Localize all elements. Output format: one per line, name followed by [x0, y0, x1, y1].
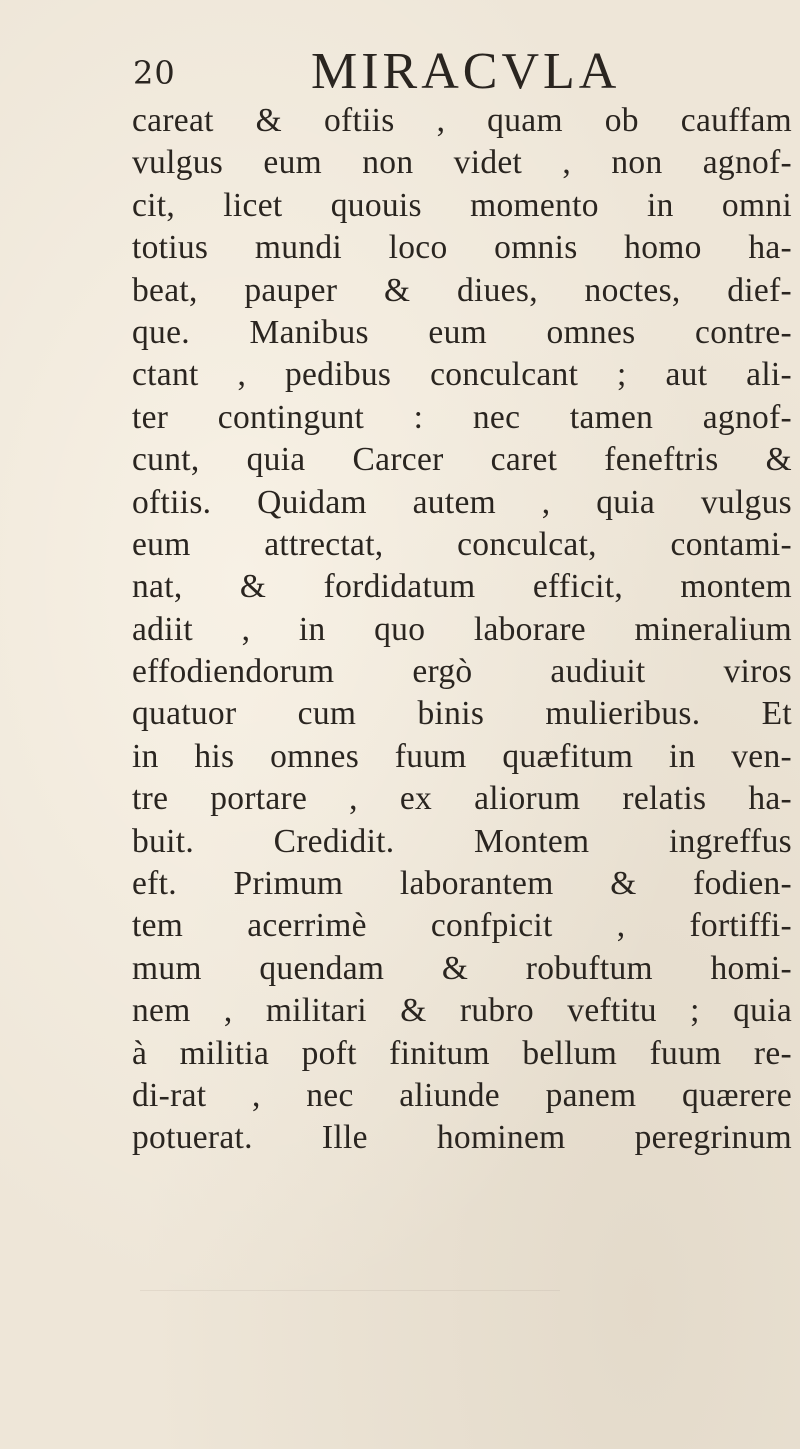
text-line: tre portare , ex aliorum relatis ha- [132, 780, 792, 818]
text-line: ctant , pedibus conculcant ; aut ali- [132, 356, 792, 394]
text-line: eum attrectat, conculcat, contami- [132, 525, 792, 563]
text-line: effodiendorum ergò audiuit viros [132, 653, 792, 691]
text-line: quatuor cum binis mulieribus. Et [132, 695, 792, 733]
text-line: totius mundi loco omnis homo ha- [132, 229, 792, 267]
text-line: ter contingunt : nec tamen agnof- [132, 398, 792, 436]
text-line: vulgus eum non videt , non agnof- [132, 144, 792, 182]
text-line: di-rat , nec aliunde panem quærere [132, 1076, 792, 1114]
text-line: cit, licet quouis momento in omni [132, 186, 792, 224]
text-line: adiit , in quo laborare mineralium [132, 610, 792, 648]
text-line: que. Manibus eum omnes contre- [132, 313, 792, 351]
text-line: buit. Credidit. Montem ingreffus [132, 822, 792, 860]
text-line: eft. Primum laborantem & fodien- [132, 865, 792, 903]
body-text [132, 100, 792, 1160]
text-line: beat, pauper & diues, noctes, dief- [132, 271, 792, 309]
text-line: cunt, quia Carcer caret feneftris & [132, 441, 792, 479]
text-line: oftiis. Quidam autem , quia vulgus [132, 483, 792, 521]
text-line: mum quendam & robuftum homi- [132, 949, 792, 987]
running-head [133, 40, 673, 100]
text-line: tem acerrimè confpicit , fortiffi- [132, 907, 792, 945]
text-line: in his omnes fuum quæfitum in ven- [132, 737, 792, 775]
running-title: MIRACVLA [311, 43, 621, 100]
text-line: nat, & fordidatum efficit, montem [132, 568, 792, 606]
text-line: à militia poft finitum bellum fuum re- [132, 1034, 792, 1072]
page-number: 20 [133, 54, 176, 92]
text-line: potuerat. Ille hominem peregrinum [132, 1119, 792, 1157]
show-through-mark [140, 1290, 560, 1351]
text-line: nem , militari & rubro veftitu ; quia [132, 992, 792, 1030]
text-line: careat & oftiis , quam ob cauffam [132, 102, 792, 139]
